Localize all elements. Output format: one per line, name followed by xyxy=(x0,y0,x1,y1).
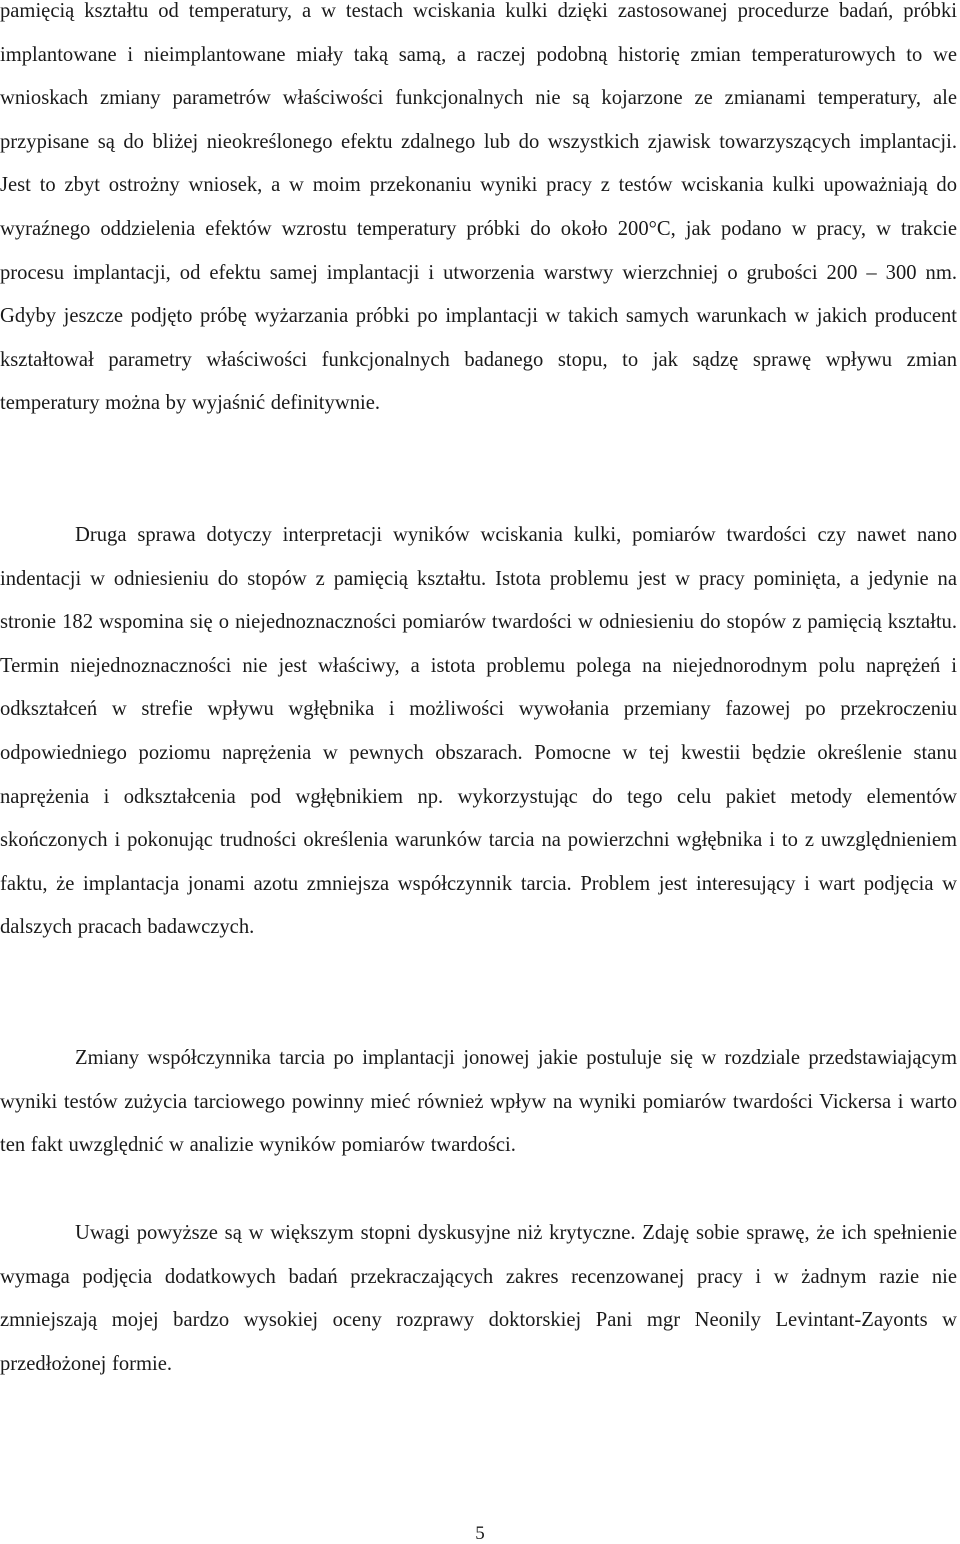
paragraph-interpretation: Druga sprawa dotyczy interpretacji wyników wciskania kulki, pomiarów twardości czy nawet nano indentacji w odniesieniu do stopów z pamięcią kształtu. Istota problemu jest w pracy pominięta, a jedynie na stronie 182 wspomina się o niejednoznaczności pomiarów twardości w odniesieniu do stopów z pamięcią kształtu. Termin niejednoznaczności nie jest właściwy, a istota problemu polega na niejednorodnym polu naprężeń i odkształceń w strefie wpływu wgłębnika i możliwości wywołania przemiany fazowej po przekroczeniu odpowiedniego poziomu naprężenia w pewnych obszarach. Pomocne w tej kwestii będzie określenie stanu naprężenia i odkształcenia pod wgłębnikiem np. wykorzystując do tego celu pakiet metody elementów skończonych i pokonując trudności określenia warunków tarcia na powierzchni wgłębnika i to z uwzględnieniem faktu, że implantacja jonami azotu zmniejsza współczynnik tarcia. Problem jest interesujący i wart podjęcia w dalszych pracach badawczych. xyxy=(0,524,957,939)
paragraph-conclusion: Uwagi powyższe są w większym stopni dyskusyjne niż krytyczne. Zdaję sobie sprawę, że ich spełnienie wymaga podjęcia dodatkowych badań przekraczających zakres recenzowanej pracy i w żadnym razie nie zmniejszają mojej bardzo wysokiej oceny rozprawy doktorskiej Pani mgr Neonily Levintant-Zayonts w przedłożonej formie. xyxy=(0,1222,957,1375)
page-number: 5 xyxy=(475,1523,485,1544)
paragraph-friction: Zmiany współczynnika tarcia po implantacji jonowej jakie postuluje się w rozdziale przedstawiającym wyniki testów zużycia tarciowego powinny mieć również wpływ na wyniki pomiarów twardości Vickersa i warto ten fakt uwzględnić w analizie wyników pomiarów twardości. xyxy=(0,1047,957,1157)
paragraph-continuation: pamięcią kształtu od temperatury, a w testach wciskania kulki dzięki zastosowanej procedurze badań, próbki implantowane i nieimplantowane miały taką samą, a raczej podobną historię zmian temperaturowych to we wnioskach zmiany parametrów właściwości funkcjonalnych nie są kojarzone ze zmianami temperatury, ale przypisane są do bliżej nieokreślonego efektu zdalnego lub do wszystkich zjawisk towarzyszących implantacji. Jest to zbyt ostrożny wniosek, a w moim przekonaniu wyniki pracy z testów wciskania kulki upoważniają do wyraźnego oddzielenia efektów wzrostu temperatury próbki do około 200°C, jak podano w pracy, w trakcie procesu implantacji, od efektu samej implantacji i utworzenia warstwy wierzchniej o grubości 200 – 300 nm. Gdyby jeszcze podjęto próbę wyżarzania próbki po implantacji w takich samych warunkach w jakich producent kształtował parametry właściwości funkcjonalnych badanego stopu, to jak sądzę sprawę wpływu zmian temperatury można by wyjaśnić definitywnie. xyxy=(0,0,957,415)
